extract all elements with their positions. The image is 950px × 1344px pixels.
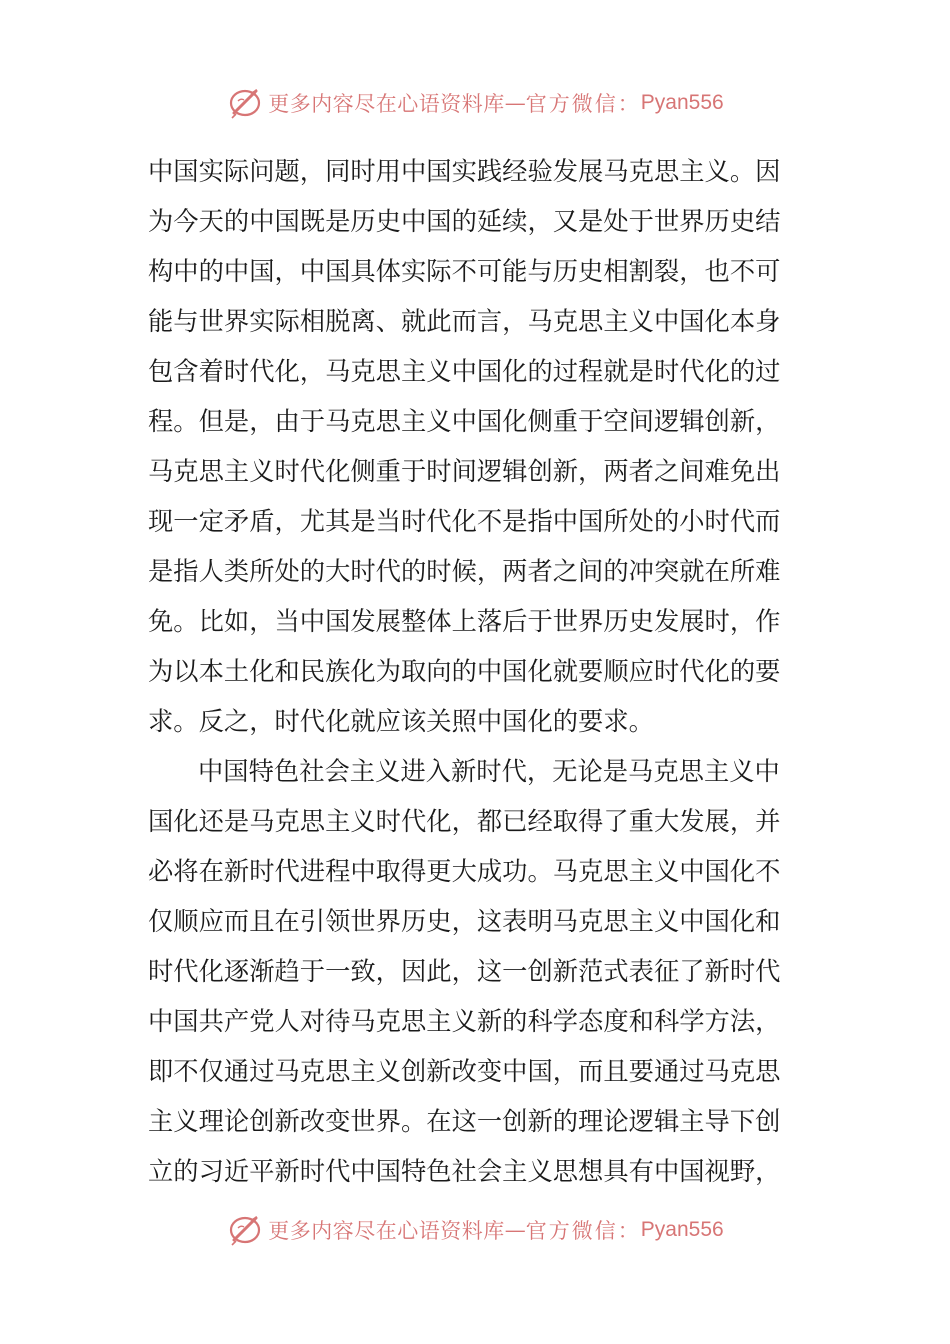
header-dash: — <box>504 91 526 115</box>
text-line: 为今天的中国既是历史中国的延续，又是处于世界历史结 <box>148 207 781 236</box>
text-line: 立的习近平新时代中国特色社会主义思想具有中国视野， <box>148 1157 781 1186</box>
pen-logo-icon <box>226 83 266 123</box>
text-line: 包含着时代化，马克思主义中国化的过程就是时代化的过 <box>148 357 781 386</box>
text-line: 免。比如，当中国发展整体上落后于世界历史发展时，作 <box>148 607 781 636</box>
footer-brand-text: 更多内容尽在心语资料库 <box>268 1219 505 1243</box>
text-line: 马克思主义时代化侧重于时间逻辑创新，两者之间难免出 <box>148 457 781 486</box>
text-line: 能与世界实际相脱离、就此而言，马克思主义中国化本身 <box>148 307 781 336</box>
text-line: 国化还是马克思主义时代化，都已经取得了重大发展，并 <box>148 807 781 836</box>
text-line: 中国特色社会主义进入新时代，无论是马克思主义中 <box>198 757 780 786</box>
text-line: 求。反之，时代化就应该关照中国化的要求。 <box>148 707 654 736</box>
text-line: 现一定矛盾，尤其是当时代化不是指中国所处的小时代而 <box>148 507 781 536</box>
footer-dash: — <box>504 1218 526 1242</box>
text-line: 即不仅通过马克思主义创新改变中国，而且要通过马克思 <box>148 1057 781 1086</box>
text-line: 构中的中国，中国具体实际不可能与历史相割裂，也不可 <box>148 257 781 286</box>
pen-logo-icon <box>226 1210 266 1250</box>
text-line: 程。但是，由于马克思主义中国化侧重于空间逻辑创新， <box>148 407 781 436</box>
text-line: 为以本土化和民族化为取向的中国化就要顺应时代化的要 <box>148 657 781 686</box>
header-wechat-label: 官方微信： <box>525 92 641 116</box>
text-line: 仅顺应而且在引领世界历史，这表明马克思主义中国化和 <box>148 907 781 936</box>
footer-wechat-label: 官方微信： <box>525 1219 641 1243</box>
text-line: 中国共产党人对待马克思主义新的科学态度和科学方法， <box>148 1007 781 1036</box>
text-line: 时代化逐渐趋于一致，因此，这一创新范式表征了新时代 <box>148 957 781 986</box>
text-line: 中国实际问题，同时用中国实践经验发展马克思主义。因 <box>148 157 781 186</box>
footer-banner <box>0 1210 950 1250</box>
header-wechat-id: Pyan556 <box>640 91 724 114</box>
footer-wechat-id: Pyan556 <box>640 1218 724 1241</box>
header-brand-text: 更多内容尽在心语资料库 <box>268 92 505 116</box>
header-banner <box>0 83 950 123</box>
text-line: 必将在新时代进程中取得更大成功。马克思主义中国化不 <box>148 857 781 886</box>
text-line: 主义理论创新改变世界。在这一创新的理论逻辑主导下创 <box>148 1107 781 1136</box>
text-line: 是指人类所处的大时代的时候，两者之间的冲突就在所难 <box>148 557 781 586</box>
